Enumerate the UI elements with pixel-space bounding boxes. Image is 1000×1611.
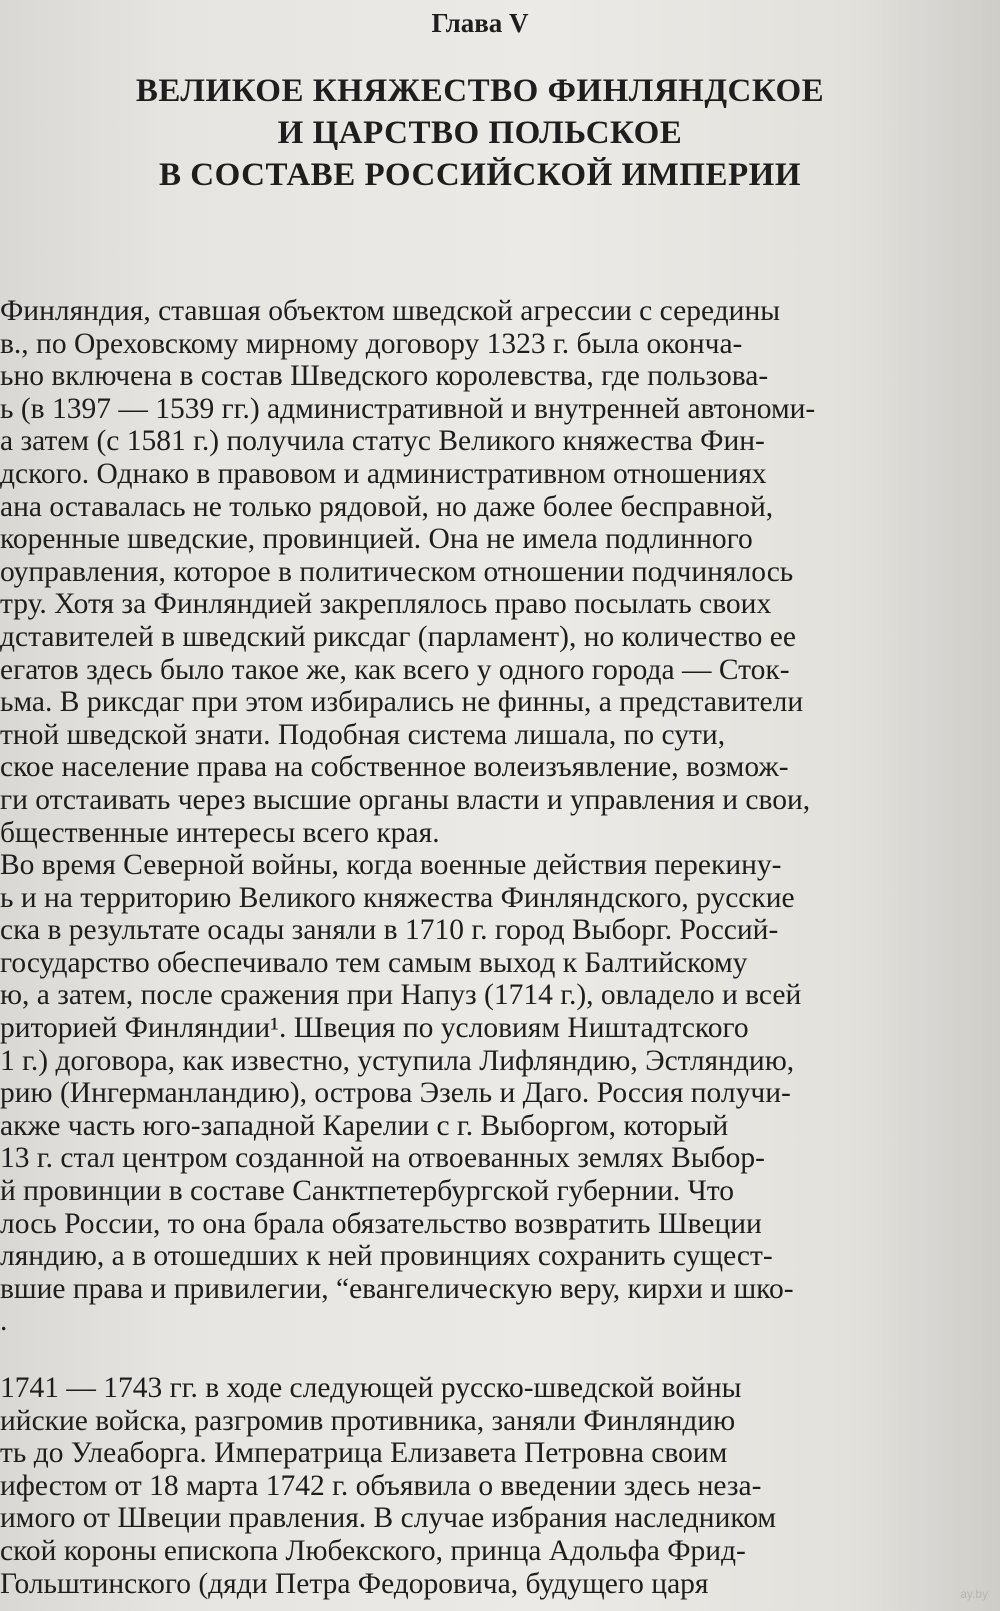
text-line: ское население права на собственное волеизъявление, возмож-	[0, 751, 789, 784]
title-line: В СОСТАВЕ РОССИЙСКОЙ ИМПЕРИИ	[158, 157, 801, 193]
text-line: бщественные интересы всего края.	[0, 816, 440, 849]
text-line: 13 г. стал центром созданной на отвоеванных землях Выбор-	[0, 1142, 765, 1175]
chapter-heading: Глава V	[431, 8, 529, 38]
text-line: ю, а затем, после сражения при Напуз (1714 г.), овладело и всей	[0, 979, 802, 1012]
text-line: 1741 — 1743 гг. в ходе следующей русско-шведской войны	[0, 1372, 742, 1404]
chapter-title	[40, 70, 920, 196]
text-line: имого от Швеции правления. В случае избрания наследником	[0, 1502, 777, 1535]
text-line: акже часть юго-западной Карелии с г. Выборгом, который	[0, 1109, 729, 1142]
text-line: ска в результате осады заняли в 1710 г. город Выборг. Россий-	[0, 914, 779, 947]
text-line: Гольштинского (дяди Петра Федоровича, будущего царя	[0, 1567, 709, 1600]
text-line: рию (Ингерманландию), острова Эзель и Даго. Россия получи-	[0, 1077, 791, 1110]
text-line: тру. Хотя за Финляндией закреплялось право посылать своих	[0, 588, 772, 621]
text-line: ляндию, а в отошедших к ней провинциях сохранить сущест-	[0, 1240, 773, 1273]
text-line: егатов здесь было такое же, как всего у одного города — Сток-	[0, 653, 790, 686]
text-line: ть до Улеаборга. Императрица Елизавета Петровна своим	[0, 1437, 728, 1470]
text-line: ской короны епископа Любекского, принца Адольфа Фрид-	[0, 1534, 746, 1567]
text-line: а затем (с 1581 г.) получила статус Великого княжества Фин-	[0, 425, 765, 458]
text-line: ь (в 1397 — 1539 гг.) административной и внутренней автономи-	[0, 392, 816, 425]
text-line: й провинции в составе Санктпетербургской губернии. Что	[0, 1175, 735, 1208]
text-line: оуправления, которое в политическом отношении подчинялось	[0, 555, 794, 588]
text-line: вшие права и привилегии, “евангелическую веру, кирхи и шко-	[0, 1272, 794, 1305]
text-line: .	[0, 1305, 8, 1338]
text-line: 1 г.) договора, как известно, уступила Лифляндию, Эстляндию,	[0, 1044, 795, 1077]
paragraph-1	[0, 295, 915, 849]
text-line: ифестом от 18 марта 1742 г. объявила о введении здесь неза-	[0, 1469, 762, 1502]
text-line: риторией Финляндии¹. Швеция по условиям Ништадтского	[0, 1012, 749, 1045]
text-line: дставителей в шведский риксдаг (парламент), но количество ее	[0, 620, 796, 653]
text-line: коренные шведские, провинцией. Она не имела подлинного	[0, 523, 753, 556]
text-line: ги отстаивать через высшие органы власти и управления и свои,	[0, 783, 811, 816]
text-line: ьма. В риксдаг при этом избирались не финны, а представители	[0, 686, 804, 719]
text-line: ана оставалась не только рядовой, но даже более бесправной,	[0, 490, 774, 523]
text-line: государство обеспечивало тем самым выход к Балтийскому	[0, 946, 748, 979]
text-line: лось России, то она брала обязательство возвратить Швеции	[0, 1207, 762, 1240]
watermark: ay.by	[960, 1587, 988, 1601]
text-line: дского. Однако в правовом и административном отношениях	[0, 457, 767, 490]
text-line: Финляндия, ставшая объектом шведской агрессии с середины	[0, 295, 781, 327]
body-text	[0, 295, 915, 1600]
text-line: Во время Северной войны, когда военные действия перекину-	[0, 849, 782, 882]
text-line: тной шведской знати. Подобная система лишала, по сути,	[0, 718, 726, 751]
paragraph-3	[0, 1372, 915, 1600]
title-line: ВЕЛИКОЕ КНЯЖЕСТВО ФИНЛЯНДСКОЕ	[135, 73, 825, 109]
text-line: ьно включена в состав Шведского королевства, где пользова-	[0, 360, 769, 393]
text-line: ийские войска, разгромив противника, заняли Финляндию	[0, 1404, 736, 1437]
title-line: И ЦАРСТВО ПОЛЬСКОЕ	[277, 115, 683, 151]
paragraph-2	[0, 849, 915, 1338]
paragraph-gap	[0, 1338, 915, 1372]
text-line: ь и на территорию Великого княжества Финляндского, русские	[0, 881, 795, 914]
text-line: в., по Ореховскому мирному договору 1323 г. была оконча-	[0, 327, 743, 360]
